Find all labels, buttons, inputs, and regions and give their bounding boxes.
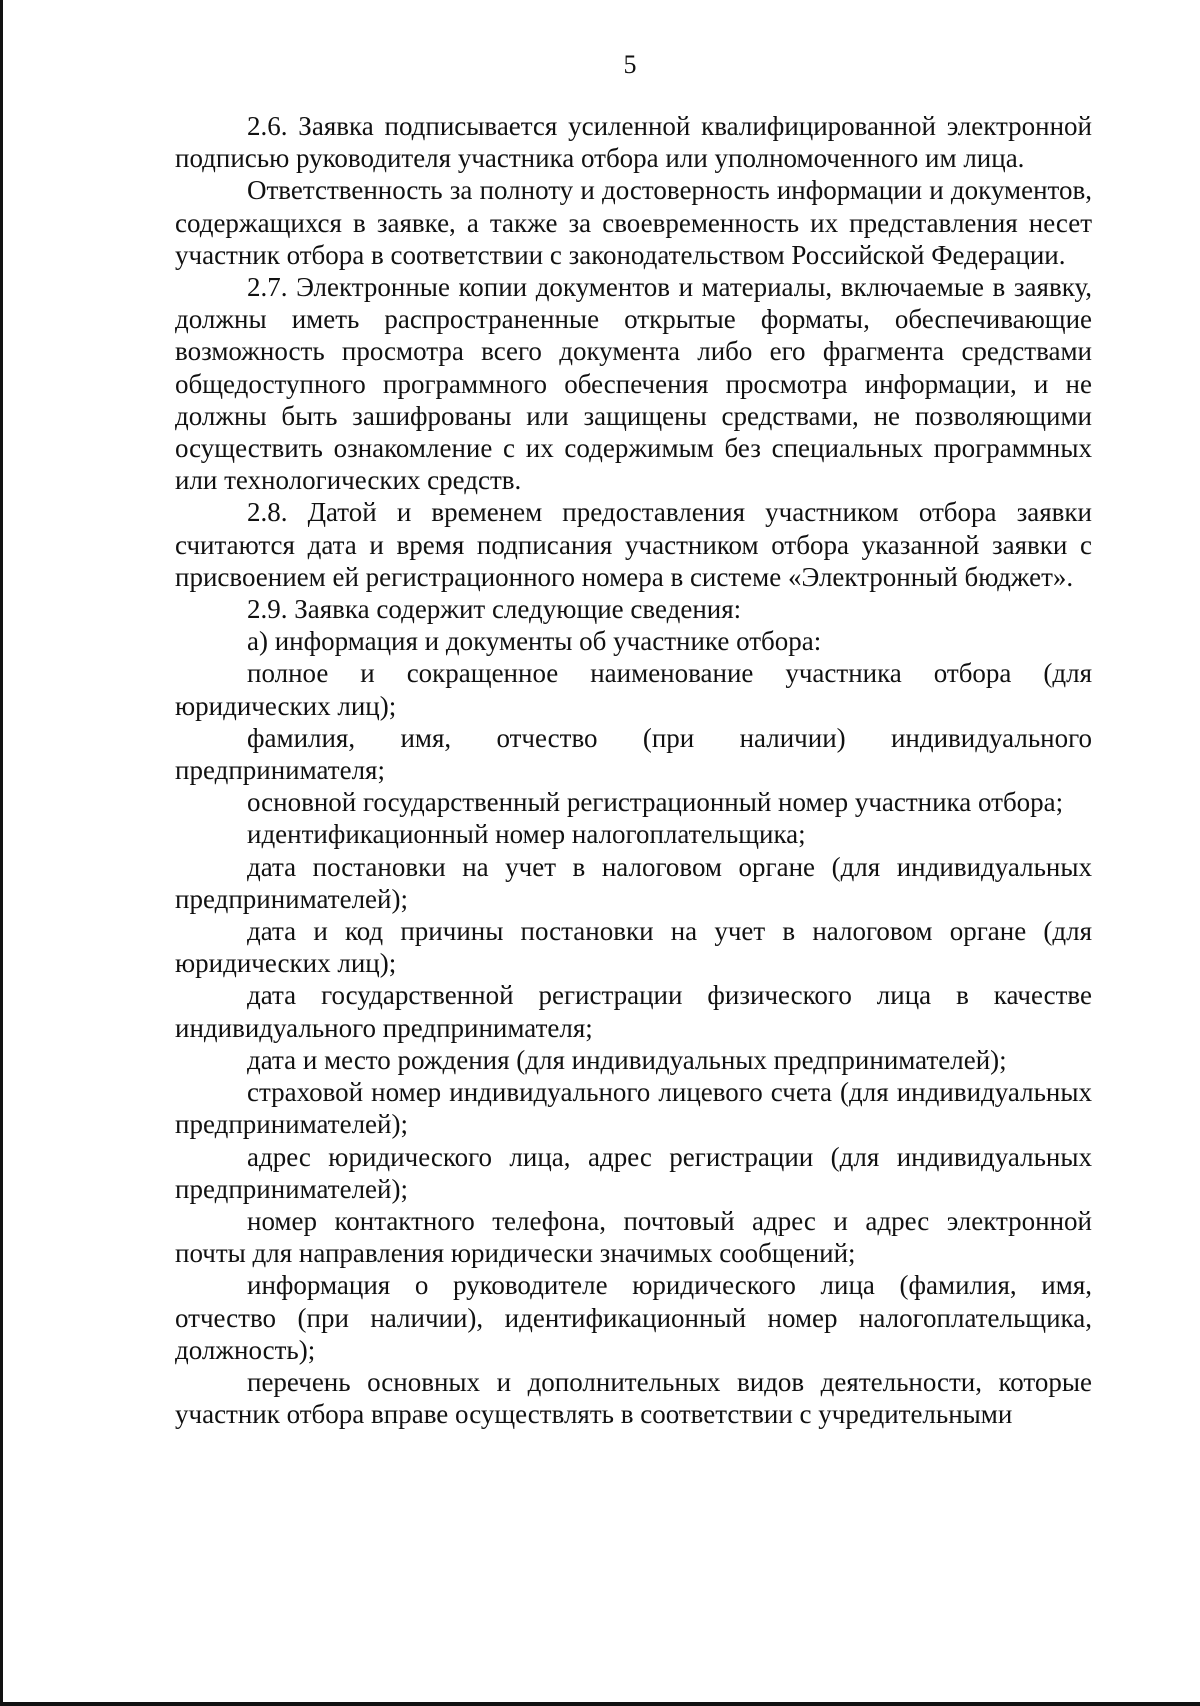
list-item: дата постановки на учет в налоговом органе (для индивидуальных предпринимателей); bbox=[175, 851, 1092, 914]
list-item: адрес юридического лица, адрес регистрации (для индивидуальных предпринимателей); bbox=[175, 1141, 1092, 1204]
document-body bbox=[175, 110, 1092, 1430]
list-item: идентификационный номер налогоплательщика; bbox=[247, 819, 806, 850]
list-heading-a: а) информация и документы об участнике отбора: bbox=[247, 626, 822, 657]
list-item: страховой номер индивидуального лицевого счета (для индивидуальных предпринимателей); bbox=[175, 1077, 1092, 1140]
paragraph-responsibility: Ответственность за полноту и достоверность информации и документов, содержащихся в заявке, а также за своевременность их представления несет участник отбора в соответствии с законодательством Российской Федерации. bbox=[175, 175, 1092, 270]
list-item: дата и код причины постановки на учет в налоговом органе (для юридических лиц); bbox=[175, 916, 1092, 979]
list-item: дата государственной регистрации физического лица в качестве индивидуального предпринимателя; bbox=[175, 980, 1092, 1043]
list-item: дата и место рождения (для индивидуальных предпринимателей); bbox=[247, 1044, 1007, 1075]
scan-edge-bottom bbox=[0, 1702, 1200, 1706]
list-item: основной государственный регистрационный номер участника отбора; bbox=[247, 787, 1064, 818]
list-item: полное и сокращенное наименование участника отбора (для юридических лиц); bbox=[175, 658, 1092, 721]
paragraph-2-8: 2.8. Датой и временем предоставления участником отбора заявки считаются дата и время подписания участником отбора указанной заявки с присвоением ей регистрационного номера в системе «Электронный бюджет». bbox=[175, 497, 1092, 592]
list-item: перечень основных и дополнительных видов деятельности, которые участник отбора вправе осуществлять в соответствии с учредительными bbox=[175, 1366, 1092, 1430]
paragraph-2-9: 2.9. Заявка содержит следующие сведения: bbox=[247, 594, 742, 625]
paragraph-2-7: 2.7. Электронные копии документов и материалы, включаемые в заявку, должны иметь распространенные открытые форматы, обеспечивающие возможность просмотра всего документа либо его фрагмента средствами общедоступного программного обеспечения просмотра информации, и не должны быть зашифрованы или защищены средствами, не позволяющими осуществить ознакомление с их содержимым без специальных программных или технологических средств. bbox=[175, 272, 1092, 496]
list-item: номер контактного телефона, почтовый адрес и адрес электронной почты для направления юридически значимых сообщений; bbox=[175, 1205, 1092, 1269]
scan-edge-left bbox=[0, 0, 3, 1706]
list-item: информация о руководителе юридического лица (фамилия, имя, отчество (при наличии), идентификационный номер налогоплательщика, должность); bbox=[175, 1270, 1092, 1365]
list-item: фамилия, имя, отчество (при наличии) индивидуального предпринимателя; bbox=[175, 722, 1092, 786]
paragraph-2-6: 2.6. Заявка подписывается усиленной квалифицированной электронной подписью руководителя участника отбора или уполномоченного им лица. bbox=[175, 111, 1092, 174]
page-number: 5 bbox=[623, 50, 637, 79]
